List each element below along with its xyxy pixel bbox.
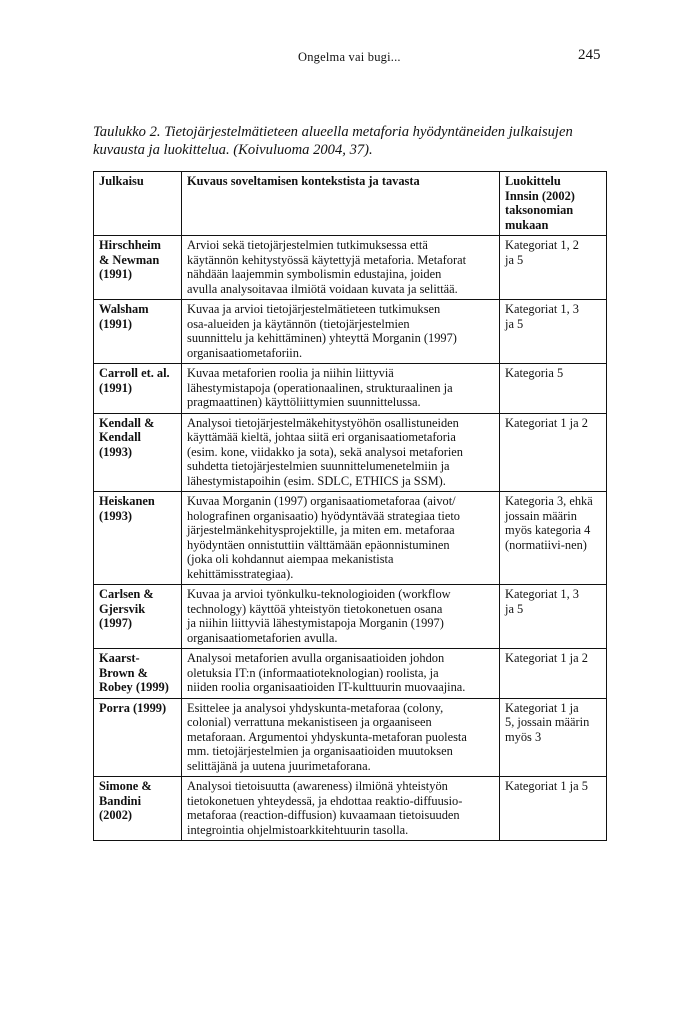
description-cell	[182, 585, 500, 649]
publication-cell	[94, 585, 182, 649]
classification-cell	[500, 698, 607, 777]
description-text: Analysoi tietoisuutta (awareness) ilmiönä yhteistyön tietokonetuen yhteydessä, ja ehdottaa reaktio-diffuusio- metaforaa (reaction-diffusion) kuvaamaan tietoisuuden integrointia ohjelmistoarkkitehtuurin tasolla.	[187, 779, 463, 837]
description-cell	[182, 698, 500, 777]
description-cell	[182, 300, 500, 364]
table-row	[94, 698, 607, 777]
description-text: Kuvaa ja arvioi tietojärjestelmätieteen tutkimuksen osa-alueiden ja käytännön (tietojärjestelmien suunnittelu ja kehittäminen) yhteyttä Morganin (1997) organisaatiometaforiin.	[187, 302, 457, 360]
table-caption-text: Taulukko 2. Tietojärjestelmätieteen alueella metaforia hyödyntäneiden julkaisujen kuvausta ja luokittelua. (Koivuluoma 2004, 37).	[93, 124, 573, 158]
publication-cell	[94, 492, 182, 585]
header-classification-label: Luokittelu Innsin (2002) taksonomian mukaan	[505, 174, 575, 232]
description-cell	[182, 777, 500, 841]
publication-cell	[94, 236, 182, 300]
header-publication-label: Julkaisu	[99, 174, 144, 188]
classification-cell	[500, 777, 607, 841]
publication-cell	[94, 649, 182, 699]
table-row	[94, 777, 607, 841]
publication-cell	[94, 413, 182, 492]
header-description-label: Kuvaus soveltamisen kontekstista ja tavasta	[187, 174, 420, 188]
classification-text: Kategoria 5	[505, 366, 564, 380]
classification-cell	[500, 585, 607, 649]
description-text: Analysoi metaforien avulla organisaatioiden johdon oletuksia IT:n (informaatioteknologian) roolista, ja niiden roolia organisaatioiden IT-kulttuurin muovaajina.	[187, 651, 466, 694]
publication-text: Hirschheim & Newman (1991)	[99, 238, 161, 281]
classification-cell	[500, 300, 607, 364]
running-head: Ongelma vai bugi...	[298, 50, 401, 64]
description-text: Esittelee ja analysoi yhdyskunta-metaforaa (colony, colonial) verrattuna mekanistiseen ja orgaaniseen metaforaan. Argumentoi yhdyskunta-metaforan puolesta mm. tietojärjestelmien ja organisaatioiden muutoksen selittäjänä ja uutena juurimetaforana.	[187, 700, 467, 773]
publication-text: Simone & Bandini (2002)	[99, 779, 152, 822]
table-row	[94, 413, 607, 492]
description-cell	[182, 364, 500, 414]
publication-cell	[94, 698, 182, 777]
table-row	[94, 649, 607, 699]
publication-text: Carroll et. al. (1991)	[99, 366, 170, 395]
description-cell	[182, 649, 500, 699]
table-header-row	[94, 172, 607, 236]
classification-cell	[500, 413, 607, 492]
classification-text: Kategoriat 1 ja 5	[505, 779, 588, 793]
publication-text: Walsham (1991)	[99, 302, 149, 331]
description-text: Analysoi tietojärjestelmäkehitystyöhön osallistuneiden käyttämää kieltä, johtaa siitä eri organisaatiometaforia (esim. kone, viidakko ja sota), sekä analysoi metaforien suhdetta tietojärjestelmien suunnittelumenetelmiin ja lähestymistapoihin (esim. SDLC, ETHICS ja SSM).	[187, 415, 463, 488]
publication-text: Carlsen & Gjersvik (1997)	[99, 587, 154, 630]
description-text: Kuvaa Morganin (1997) organisaatiometaforaa (aivot/ holografinen organisaatio) hyödyntävää strategiaa tieto järjestelmänkehitysprojektille, ja miten em. metaforaa hyödyntäen onnistuttiin välttämään epäonnistuminen (joka oli kohdannut aiempaa mekanistista kehittämisstrategiaa).	[187, 494, 460, 581]
publication-text: Heiskanen (1993)	[99, 494, 155, 523]
classification-text: Kategoriat 1, 3 ja 5	[505, 302, 579, 331]
header-classification	[500, 172, 607, 236]
page-number: 245	[578, 47, 601, 63]
publication-text: Kaarst- Brown & Robey (1999)	[99, 651, 169, 694]
classification-cell	[500, 236, 607, 300]
classification-text: Kategoriat 1, 3 ja 5	[505, 587, 579, 616]
description-text: Arvioi sekä tietojärjestelmien tutkimuksessa että käytännön kehitystyössä käytettyjä metaforia. Metaforat nähdään laajemmin symbolismin edustajina, joiden avulla analysoitavaa ilmiötä voidaan kuvata ja selittää.	[187, 238, 467, 296]
classification-text: Kategoriat 1, 2 ja 5	[505, 238, 579, 267]
publication-text: Kendall & Kendall (1993)	[99, 415, 155, 459]
table-row	[94, 585, 607, 649]
classification-cell	[500, 492, 607, 585]
publication-text: Porra (1999)	[99, 700, 167, 715]
description-cell	[182, 413, 500, 492]
table-row	[94, 492, 607, 585]
table-caption	[93, 123, 613, 159]
table-row	[94, 236, 607, 300]
header-description	[182, 172, 500, 236]
table-row	[94, 364, 607, 414]
description-text: Kuvaa ja arvioi työnkulku-teknologioiden (workflow technology) käyttöä yhteistyön tietokonetuen osana ja niihin liittyviä lähestymistapoja Morganin (1997) organisaatiometaforien avulla.	[187, 587, 451, 645]
table-row	[94, 300, 607, 364]
publications-table	[93, 171, 607, 841]
publication-cell	[94, 777, 182, 841]
publication-cell	[94, 364, 182, 414]
classification-text: Kategoria 3, ehkä jossain määrin myös kategoria 4 (normatiivi-nen)	[505, 494, 593, 552]
header-publication	[94, 172, 182, 236]
description-cell	[182, 236, 500, 300]
description-cell	[182, 492, 500, 585]
classification-cell	[500, 364, 607, 414]
classification-cell	[500, 649, 607, 699]
description-text: Kuvaa metaforien roolia ja niihin liittyviä lähestymistapoja (operationaalinen, strukturaalinen ja pragmaattinen) käyttöliittymien suunnittelussa.	[187, 366, 453, 409]
classification-text: Kategoriat 1 ja 2	[505, 651, 588, 665]
classification-text: Kategoriat 1 ja 2	[505, 415, 588, 430]
publication-cell	[94, 300, 182, 364]
classification-text: Kategoriat 1 ja 5, jossain määrin myös 3	[505, 700, 590, 744]
